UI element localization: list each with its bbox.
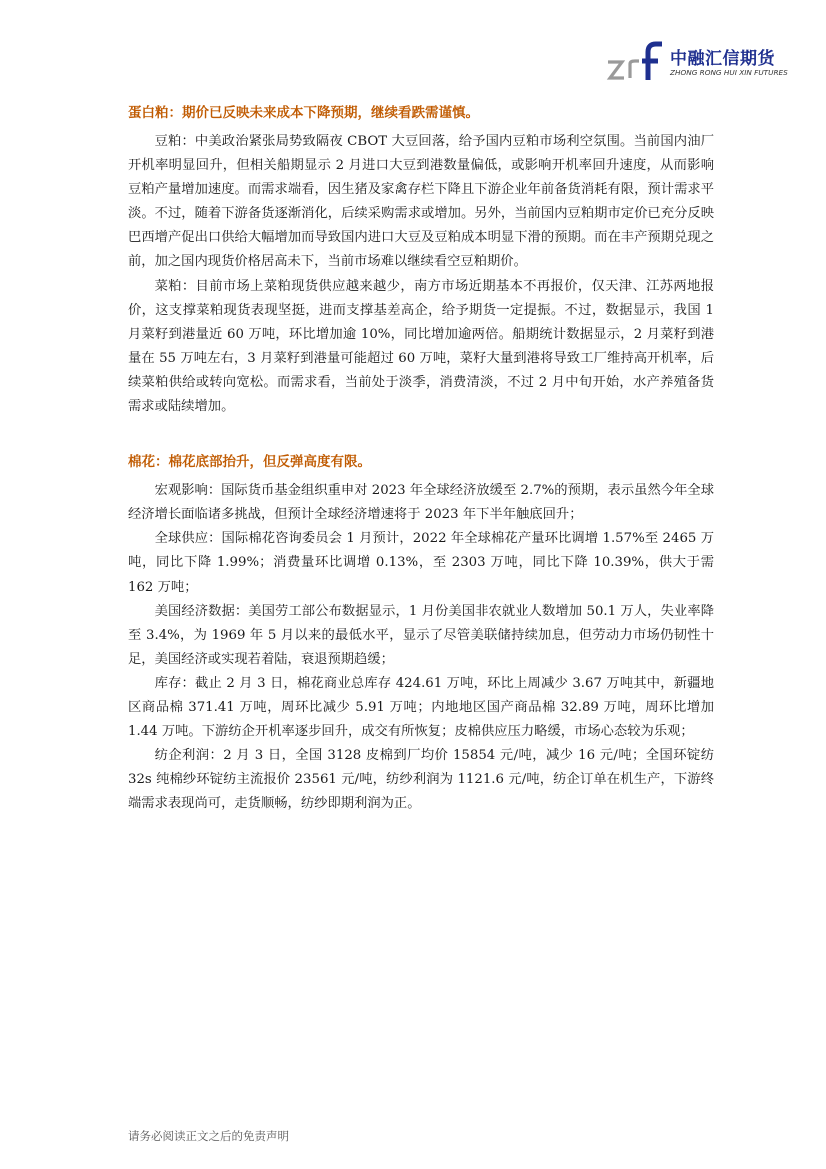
section-cotton <box>128 449 714 816</box>
section-title: 棉花：棉花底部抬升，但反弹高度有限。 <box>128 454 371 471</box>
company-logo-mark-icon <box>606 40 664 82</box>
company-name-cn: 中融汇信期货 <box>670 49 775 69</box>
paragraph-soybean-meal: 豆粕：中美政治紧张局势致隔夜 CBOT 大豆回落，给予国内豆粕市场利空氛围。当前国内油厂开机率明显回升，但相关船期显示 2 月进口大豆到港数量偏低，或影响开机率回升速度，从而影响豆粕产量增加速度。而需求端看，因生猪及家禽存栏下降且下游企业年前备货消耗有限，预计需求平淡。不过，随着下游备货逐渐消化，后续采购需求或增加。另外，当前国内豆粕期市定价已充分反映巴西增产促出口供给大幅增加而导致国内进口大豆及豆粕成本明显下滑的预期。而在丰产预期兑现之前，加之国内现货价格居高未下，当前市场难以继续看空豆粕期价。 <box>128 134 714 270</box>
paragraph-inventory: 库存：截止 2 月 3 日，棉花商业总库存 424.61 万吨，环比上周减少 3.67 万吨其中，新疆地区商品棉 371.41 万吨，周环比减少 5.91 万吨；内地地区国产商品棉 32.89 万吨，周环比增加 1.44 万吨。下游纺企开机率逐步回升，成交有所恢复；皮棉供应压力略缓，市场心态较为乐观； <box>128 675 714 740</box>
paragraph-rapeseed-meal: 菜粕：目前市场上菜粕现货供应越来越少，南方市场近期基本不再报价，仅天津、江苏两地报价，这支撑菜粕现货表现坚挺，进而支撑基差高企，给予期货一定提振。不过，数据显示，我国 1 月菜籽到港量近 60 万吨，环比增加逾 10%，同比增加逾两倍。船期统计数据显示，2 月菜籽到港量在 55 万吨左右，3 月菜籽到港量可能超过 60 万吨，菜籽大量到港将导致工厂维持高开机率，后续菜粕供给或转向宽松。而需求看，当前处于淡季，消费清淡，不过 2 月中旬开始，水产养殖备货需求或陆续增加。 <box>128 278 714 415</box>
paragraph-spinning-profit: 纺企利润：2 月 3 日，全国 3128 皮棉到厂均价 15854 元/吨，减少 16 元/吨；全国环锭纺 32s 纯棉纱环锭纺主流报价 23561 元/吨，纺纱利润为 1121.6 元/吨，纺企订单在机生产，下游终端需求表现尚可，走货顺畅，纺纱即期利润为正。 <box>128 748 714 812</box>
footer-disclaimer: 请务必阅读正文之后的免责声明 <box>128 1129 289 1143</box>
company-name-en: ZHONG RONG HUI XIN FUTURES <box>670 68 788 77</box>
section-protein-meal <box>128 100 714 419</box>
section-title: 蛋白粕：期价已反映未来成本下降预期，继续看跌需谨慎。 <box>128 105 479 121</box>
paragraph-global-supply: 全球供应：国际棉花咨询委员会 1 月预计，2022 年全球棉花产量环比调增 1.57%至 2465 万吨，同比下降 1.99%；消费量环比调增 0.13%，至 2303 万吨，同比下降 10.39%，供大于需 162 万吨； <box>128 531 714 595</box>
paragraph-us-economy: 美国经济数据：美国劳工部公布数据显示，1 月份美国非农就业人数增加 50.1 万人，失业率降至 3.4%，为 1969 年 5 月以来的最低水平，显示了尽管美联储持续加息，但劳动力市场仍韧性十足，美国经济或实现若着陆，衰退预期趋缓； <box>128 603 714 667</box>
section-spacer <box>128 419 714 449</box>
company-logo <box>606 40 806 84</box>
paragraph-macro: 宏观影响：国际货币基金组织重申对 2023 年全球经济放缓至 2.7%的预期，表示虽然今年全球经济增长面临诸多挑战，但预计全球经济增速将于 2023 年下半年触底回升； <box>128 483 714 523</box>
report-body <box>128 100 714 816</box>
